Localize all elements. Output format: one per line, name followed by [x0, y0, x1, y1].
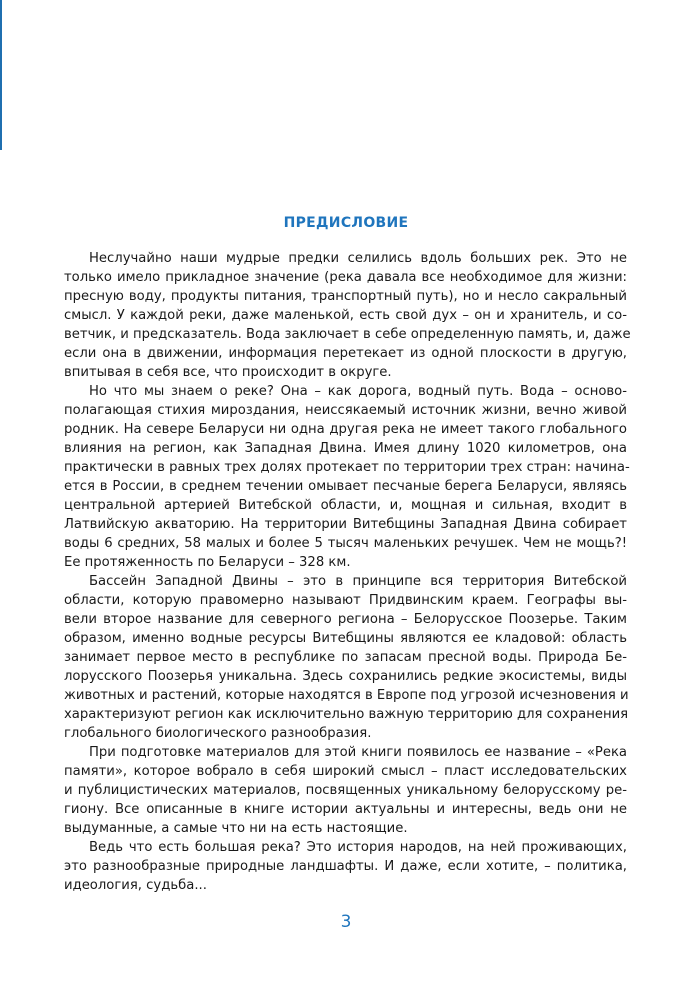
text-line: Неслучайно наши мудрые предки селились вдоль больших рек. Это не	[89, 251, 627, 266]
text-line: впитывая в себя все, что происходит в округе.	[64, 365, 392, 380]
text-line: Бассейн Западной Двины – это в принципе вся территория Витебской	[89, 574, 627, 589]
body-text	[64, 249, 631, 895]
text-line: ется в России, в среднем течении омывает песчаные берега Беларуси, являясь	[64, 479, 627, 494]
text-line: Латвийскую акваторию. На территории Витебщины Западная Двина собирает	[64, 517, 627, 532]
page-number: 3	[340, 912, 352, 932]
text-line: занимает первое место в республике по запасам пресной воды. Природа Бе-	[64, 650, 627, 665]
text-line: характеризуют регион как исключительно важную территорию для сохранения	[64, 707, 629, 722]
text-line: родник. На севере Беларуси ни одна другая река не имеет такого глобального	[64, 422, 627, 437]
text-line: полагающая стихия мироздания, неиссякаемый источник жизни, вечно живой	[64, 403, 627, 418]
text-line: гиону. Все описанные в книге истории актуальны и интересны, ведь они не	[64, 802, 627, 817]
text-line: Но что мы знаем о реке? Она – как дорога, водный путь. Вода – осново-	[89, 384, 627, 399]
text-line: ветчик, и предсказатель. Вода заключает в себе определенную память, и, даже	[64, 327, 631, 342]
text-line: Ведь что есть большая река? Это история народов, на ней проживающих,	[89, 840, 627, 855]
text-line: и публицистических материалов, посвященных уникальному белорусскому ре-	[64, 783, 627, 798]
text-line: глобального биологического разнообразия.	[64, 726, 372, 741]
text-line: выдуманные, а самые что ни на есть настоящие.	[64, 821, 408, 836]
text-line: лорусского Поозерья уникальна. Здесь сохранились редкие экосистемы, виды	[64, 669, 627, 684]
text-line: смысл. У каждой реки, даже маленькой, есть свой дух – он и хранитель, и со-	[64, 308, 627, 323]
text-line: практически в равных трех долях протекает по территории трех стран: начина-	[64, 460, 630, 475]
text-line: воды 6 средних, 58 малых и более 5 тысяч маленьких речушек. Чем не мощь?!	[64, 536, 627, 551]
text-line: центральной артерией Витебской области, и, мощная и сильная, входит в	[64, 498, 627, 513]
text-line: влияния на регион, как Западная Двина. Имея длину 1020 километров, она	[64, 441, 627, 456]
page-edge-mark	[0, 0, 2, 150]
text-line: идеология, судьба...	[64, 878, 207, 893]
text-line: только имело прикладное значение (река давала все необходимое для жизни:	[64, 270, 627, 285]
text-line: животных и растений, которые находятся в Европе под угрозой исчезновения и	[64, 688, 629, 703]
text-line: пресную воду, продукты питания, транспортный путь), но и несло сакральный	[64, 289, 627, 304]
text-line: вели второе название для северного региона – Белорусское Поозерье. Таким	[64, 612, 627, 627]
text-line: памяти», которое вобрало в себя широкий смысл – пласт исследовательских	[64, 764, 627, 779]
text-line: Ее протяженность по Беларуси – 328 км.	[64, 555, 351, 570]
text-line: образом, именно водные ресурсы Витебщины являются ее кладовой: область	[64, 631, 627, 646]
text-line: это разнообразные природные ландшафты. И даже, если хотите, – политика,	[64, 859, 627, 874]
page-title: ПРЕДИСЛОВИЕ	[283, 215, 409, 231]
text-line: если она в движении, информация перетекает из одной плоскости в другую,	[64, 346, 627, 361]
text-line: При подготовке материалов для этой книги появилось ее название – «Река	[89, 745, 627, 760]
text-line: области, которую правомерно называют Придвинским краем. Географы вы-	[64, 593, 627, 608]
